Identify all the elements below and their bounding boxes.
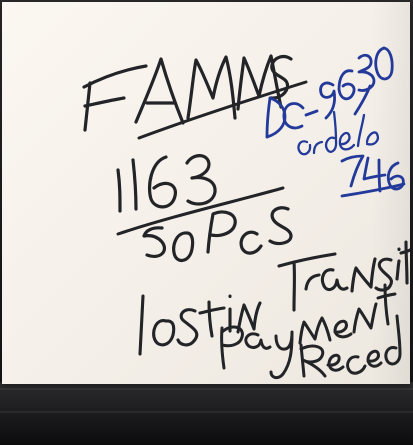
sticky-note: [2, 2, 410, 384]
handwriting-layer: [2, 2, 410, 384]
desk-edge-line: [0, 411, 413, 413]
status-line-3-handwriting: [301, 316, 400, 376]
quantity-handwriting: [144, 208, 291, 261]
number-1163-handwriting: [118, 156, 215, 211]
desk-edge-line: [0, 388, 413, 390]
number-1163-underline: [118, 188, 283, 234]
desk-surface: [0, 382, 413, 445]
order-number-handwriting: [342, 156, 404, 196]
order-label-handwriting: [298, 112, 377, 154]
famms-handwriting: [84, 56, 291, 130]
